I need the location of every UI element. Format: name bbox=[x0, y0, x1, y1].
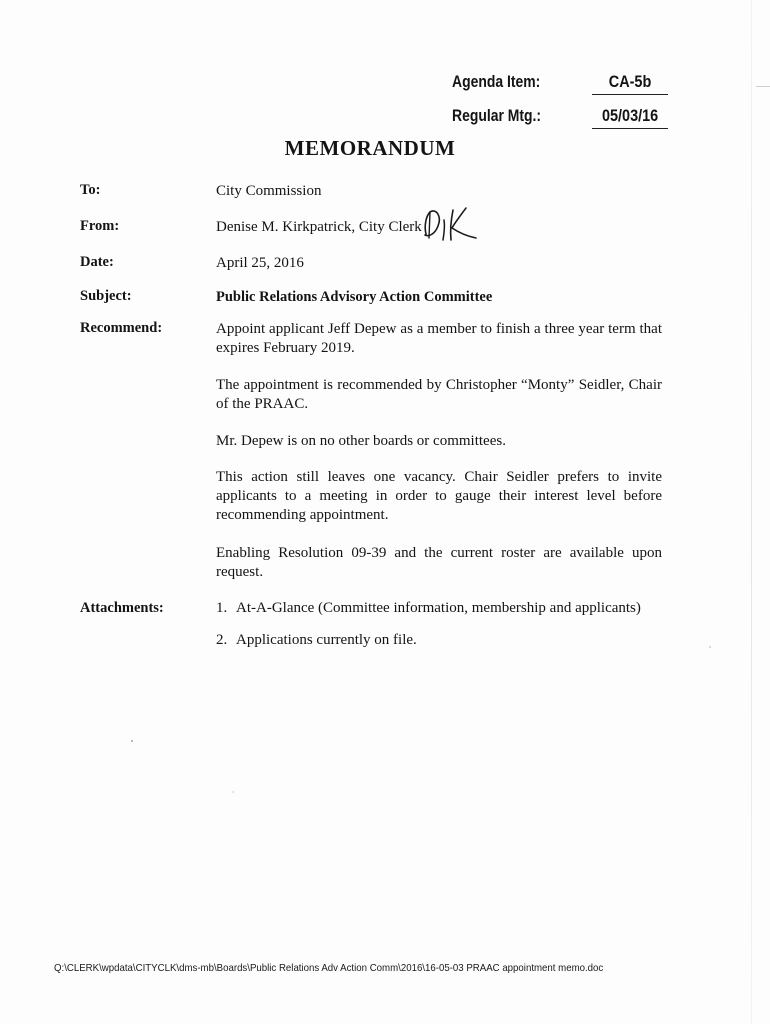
from-label: From: bbox=[80, 218, 120, 234]
attachment-number: 1. bbox=[216, 600, 228, 616]
scan-speck bbox=[232, 791, 234, 793]
meeting-label: Regular Mtg.: bbox=[452, 106, 542, 125]
recommend-paragraph-3: Mr. Depew is on no other boards or committees. bbox=[216, 433, 506, 449]
attachment-item bbox=[216, 632, 417, 649]
attachment-text: Applications currently on file. bbox=[236, 632, 417, 648]
footer-file-path: Q:\CLERK\wpdata\CITYCLK\dms-mb\Boards\Public Relations Adv Action Comm\2016\16-05-03 PRAAC appointment memo.doc bbox=[54, 962, 604, 974]
meeting-date-row bbox=[420, 102, 680, 136]
agenda-item-row bbox=[420, 68, 680, 102]
recommend-paragraph-2: The appointment is recommended by Christopher “Monty” Seidler, Chair of the PRAAC. bbox=[216, 377, 662, 412]
to-value: City Commission bbox=[216, 183, 322, 199]
meeting-value bbox=[592, 106, 668, 129]
subject-value: Public Relations Advisory Action Committee bbox=[216, 289, 493, 305]
from-value: Denise M. Kirkpatrick, City Clerk bbox=[216, 219, 422, 235]
recommend-label: Recommend: bbox=[80, 320, 163, 336]
scan-speck bbox=[131, 740, 133, 742]
attachment-number: 2. bbox=[216, 632, 228, 648]
recommend-paragraph-4: This action still leaves one vacancy. Chair Seidler prefers to invite applicants to a meeting in order to gauge their interest level before recommending appointment. bbox=[216, 469, 662, 523]
scan-edge-tick bbox=[756, 86, 770, 87]
recommend-paragraph-5: Enabling Resolution 09-39 and the current roster are available upon request. bbox=[216, 545, 662, 580]
attachment-item bbox=[216, 600, 641, 617]
scan-speck bbox=[709, 646, 711, 648]
agenda-header bbox=[420, 68, 680, 136]
date-label: Date: bbox=[80, 254, 114, 270]
recommend-paragraph-1: Appoint applicant Jeff Depew as a member to finish a three year term that expires February 2019. bbox=[216, 321, 662, 356]
agenda-item-value bbox=[592, 72, 668, 95]
agenda-item-value-text: CA-5b bbox=[608, 72, 652, 91]
date-value: April 25, 2016 bbox=[216, 255, 304, 271]
meeting-value-text: 05/03/16 bbox=[601, 106, 659, 125]
agenda-item-label: Agenda Item: bbox=[452, 72, 541, 91]
attachments-label: Attachments: bbox=[80, 600, 164, 616]
memo-title: MEMORANDUM bbox=[284, 136, 456, 160]
scan-edge-line bbox=[751, 0, 752, 1024]
signature-initials-mark bbox=[420, 204, 480, 246]
attachment-text: At-A-Glance (Committee information, membership and applicants) bbox=[236, 600, 641, 616]
to-label: To: bbox=[80, 182, 101, 198]
subject-label: Subject: bbox=[80, 288, 132, 304]
